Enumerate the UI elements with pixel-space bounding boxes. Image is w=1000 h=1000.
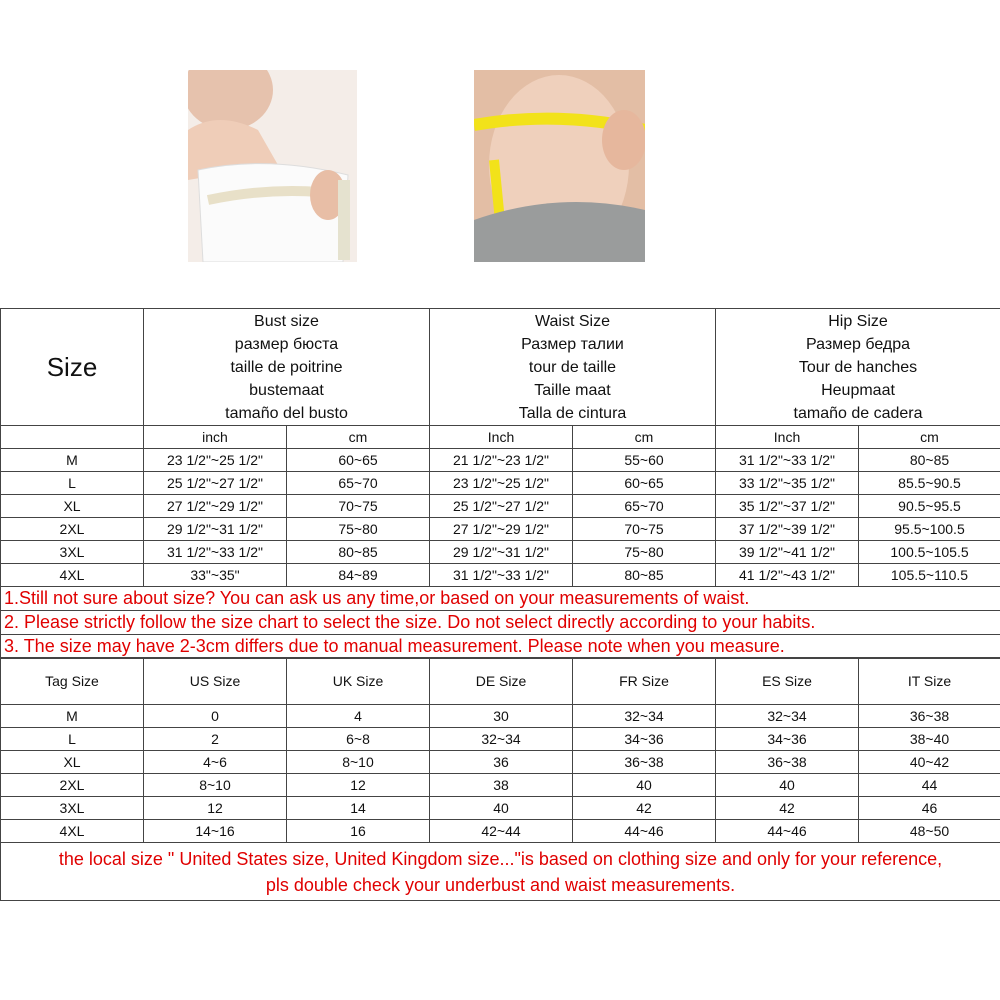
units-row [1,426,1000,449]
table-cell: 36~38 [573,751,716,774]
table-cell: 95.5~100.5 [859,518,1000,541]
table-cell: 36~38 [716,751,859,774]
table-cell: 84~89 [287,564,430,587]
table-cell: XL [1,495,144,518]
table-cell: XL [1,751,144,774]
column-header: ES Size [716,658,859,705]
table-cell: 25 1/2"~27 1/2" [144,472,287,495]
unit-cell: Inch [430,426,573,449]
table-cell: 35 1/2"~37 1/2" [716,495,859,518]
unit-cell: cm [287,426,430,449]
table-cell: 6~8 [287,728,430,751]
unit-cell: Inch [716,426,859,449]
table-cell: 12 [144,797,287,820]
table-cell: 23 1/2"~25 1/2" [430,472,573,495]
column-header: FR Size [573,658,716,705]
table-cell: 27 1/2"~29 1/2" [430,518,573,541]
table-row [1,751,1000,774]
table-cell: 48~50 [859,820,1000,843]
waist-header: Waist Size Размер талии tour de taille Taille maat Talla de cintura [430,309,716,426]
hip-header: Hip Size Размер бедра Tour de hanches Heupmaat tamaño de cadera [716,309,1000,426]
table-cell: 32~34 [430,728,573,751]
table-cell: L [1,472,144,495]
table-cell: 70~75 [287,495,430,518]
table-cell: 34~36 [716,728,859,751]
column-header: DE Size [430,658,573,705]
table-cell: 44 [859,774,1000,797]
table-cell: 2XL [1,518,144,541]
unit-cell: cm [859,426,1000,449]
table-cell: 32~34 [716,705,859,728]
table-cell: 38~40 [859,728,1000,751]
table-row [1,541,1000,564]
table-cell: 100.5~105.5 [859,541,1000,564]
unit-cell: inch [144,426,287,449]
table-row [1,518,1000,541]
table-cell: 65~70 [287,472,430,495]
table-cell: 29 1/2"~31 1/2" [144,518,287,541]
table-cell: 27 1/2"~29 1/2" [144,495,287,518]
table-row [1,449,1000,472]
table-cell: 80~85 [573,564,716,587]
note-1: 1.Still not sure about size? You can ask us any time,or based on your measurements of waist. [1,587,1000,611]
table-cell: 44~46 [573,820,716,843]
table-cell: L [1,728,144,751]
column-header: Tag Size [1,658,144,705]
table-cell: 31 1/2"~33 1/2" [430,564,573,587]
table-cell: 46 [859,797,1000,820]
table-cell: 39 1/2"~41 1/2" [716,541,859,564]
footer-note: the local size " United States size, United Kingdom size..."is based on clothing size and only for your reference, pls double check your underbust and waist measurements. [1,843,1000,901]
measurement-table [0,308,1000,659]
table-cell: 37 1/2"~39 1/2" [716,518,859,541]
table-cell: 0 [144,705,287,728]
table-row [1,495,1000,518]
table-cell: 60~65 [287,449,430,472]
table-cell: 42 [573,797,716,820]
table-row [1,728,1000,751]
table-cell: 80~85 [287,541,430,564]
column-header: US Size [144,658,287,705]
table-cell: 21 1/2"~23 1/2" [430,449,573,472]
size-header: Size [1,309,144,426]
table-cell: 3XL [1,797,144,820]
table-cell: 44~46 [716,820,859,843]
table-cell: 30 [430,705,573,728]
table-cell: 8~10 [287,751,430,774]
table-cell: 33"~35" [144,564,287,587]
table-cell: 4 [287,705,430,728]
table-cell: 75~80 [573,541,716,564]
table-row [1,820,1000,843]
column-header: UK Size [287,658,430,705]
table-cell: 40 [573,774,716,797]
note-3: 3. The size may have 2-3cm differs due to manual measurement. Please note when you measure. [1,635,1000,659]
table-cell: 33 1/2"~35 1/2" [716,472,859,495]
table-row [1,472,1000,495]
bust-measurement-photo [188,70,357,262]
table-row [1,797,1000,820]
table-cell: 16 [287,820,430,843]
column-header: IT Size [859,658,1000,705]
table-row [1,564,1000,587]
table-cell: 40 [430,797,573,820]
table-cell: 38 [430,774,573,797]
table-cell: 25 1/2"~27 1/2" [430,495,573,518]
unit-cell: cm [573,426,716,449]
table-cell: 40~42 [859,751,1000,774]
table-cell: 41 1/2"~43 1/2" [716,564,859,587]
table-cell: 70~75 [573,518,716,541]
table-cell: 2XL [1,774,144,797]
table-cell: 34~36 [573,728,716,751]
table-cell: 23 1/2"~25 1/2" [144,449,287,472]
waist-measurement-photo [474,70,645,262]
table-cell: 42 [716,797,859,820]
table-cell: 85.5~90.5 [859,472,1000,495]
table-cell: M [1,705,144,728]
table-cell: 31 1/2"~33 1/2" [716,449,859,472]
table-cell: 8~10 [144,774,287,797]
table-cell: 31 1/2"~33 1/2" [144,541,287,564]
table-cell: 60~65 [573,472,716,495]
table-row [1,705,1000,728]
note-2: 2. Please strictly follow the size chart to select the size. Do not select directly according to your habits. [1,611,1000,635]
table-cell: 2 [144,728,287,751]
table-cell: 12 [287,774,430,797]
table-cell: 14 [287,797,430,820]
table-cell: 75~80 [287,518,430,541]
table-cell: 3XL [1,541,144,564]
table-cell: 40 [716,774,859,797]
bust-header: Bust size размер бюста taille de poitrine bustemaat tamaño del busto [144,309,430,426]
table-cell: 80~85 [859,449,1000,472]
table-cell: M [1,449,144,472]
table-cell: 4~6 [144,751,287,774]
table-cell: 14~16 [144,820,287,843]
table-cell: 29 1/2"~31 1/2" [430,541,573,564]
table-cell: 4XL [1,820,144,843]
table-cell: 36~38 [859,705,1000,728]
table-cell: 55~60 [573,449,716,472]
table-cell: 90.5~95.5 [859,495,1000,518]
table-cell: 4XL [1,564,144,587]
table-row [1,774,1000,797]
table-cell: 42~44 [430,820,573,843]
table-cell: 65~70 [573,495,716,518]
table-cell: 36 [430,751,573,774]
conversion-table [0,657,1000,901]
table-cell: 105.5~110.5 [859,564,1000,587]
table-cell: 32~34 [573,705,716,728]
